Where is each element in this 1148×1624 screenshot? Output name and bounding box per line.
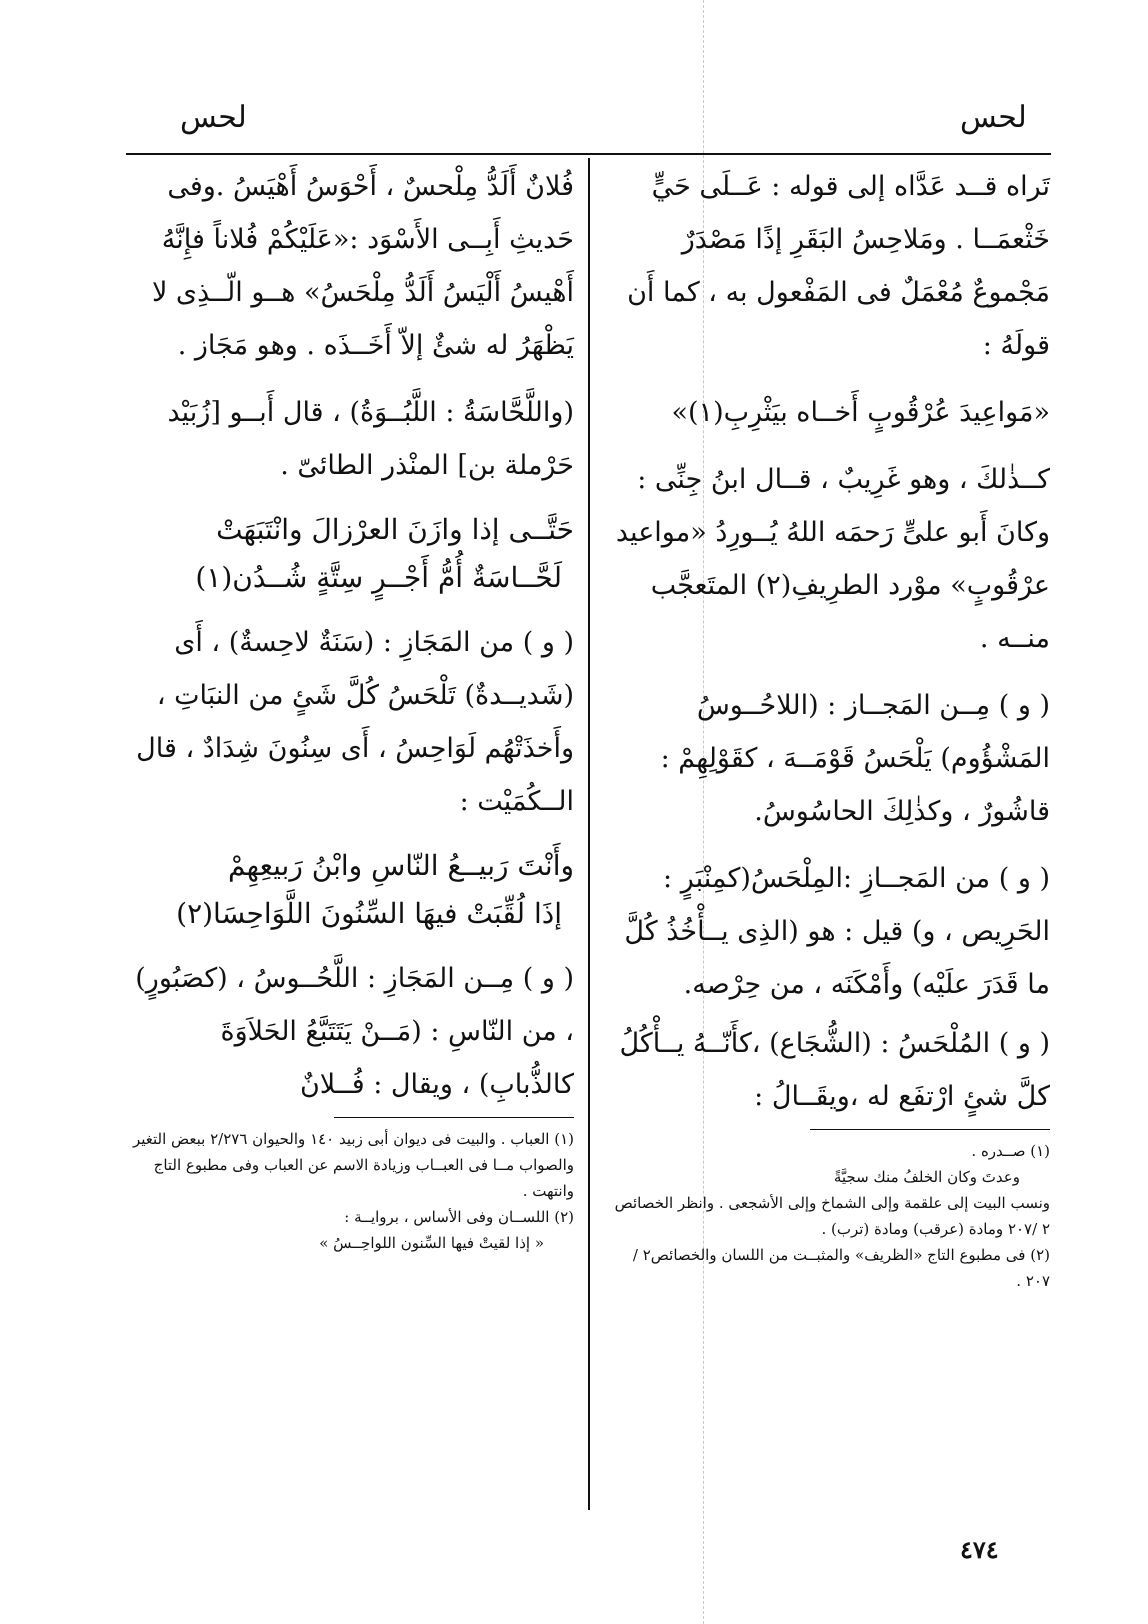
- paragraph: تَراه قــد عَدَّاه إلى قوله : عَــلَى حَيٍّ خَثْعمَــا . ومَلاحِسُ البَقَرِ إذًا مَصْدَرٌ مَجْموعٌ مُعْمَلٌ فى المَفْعول به ، كما أَن قولَهُ :: [627, 171, 1050, 361]
- paragraph: ( و ) من المَجــازِ :المِلْحَسُ(كمِنْبَرٍ : الحَرِيص ، و) قيل : هو (الذِى يــأْخُذُ كُلَّ ما قَدَرَ علَيْه) وأَمْكَنَه ، من حِرْصه.: [624, 863, 1050, 1000]
- header-rule: [126, 153, 1051, 155]
- paragraph: (واللَّحَّاسَةُ : اللَّبُــوَةُ) ، قال أَبــو [زُبَيْد حَرْملة بن] المنْذر الطائىّ .: [167, 397, 574, 481]
- left-column: [126, 160, 574, 1256]
- footnote: ونسب البيت إلى علقمة وإلى الشماخ وإلى الأشجعى . وانظر الخصائص ٢ /٢٠٧ ومادة (عرقب) ومادة (ترب) .: [614, 1194, 1050, 1238]
- footnote-verse: « إذا لقيتْ فيها السِّنون اللواحِــسُ »: [319, 1234, 544, 1252]
- header-word-right: لحس: [960, 100, 1027, 135]
- footnote: (٢) اللســان وفى الأساس ، بروايــة :: [344, 1208, 574, 1226]
- verse-line: لَحَّــاسَةٌ أُمُّ أَجْــرٍ سِتَّةٍ شُــدُن(١): [195, 561, 562, 594]
- page-number: ٤٧٤: [960, 1535, 999, 1564]
- footnote: (١) العباب . والبيت فى ديوان أبى زبيد ١٤٠ والحيوان ٢/٢٧٦ ببعض التغير والصواب مــا فى العبــاب وزيادة الاسم عن العباب وفى مطبوع التاج وانتهت .: [132, 1130, 574, 1200]
- right-column: [610, 160, 1050, 1294]
- footnote-rule: [334, 1117, 574, 1118]
- paragraph: فُلانٌ أَلَدُّ مِلْحسٌ ، أَحْوَسُ أَهْيَسُ .وفى حَديثِ أَبِــى الأَسْوَد :«عَلَيْكُمْ فُلاناً فإِنَّهُ أَهْيسُ أَلْيَسُ أَلَدُّ مِلْحَسُ» هــو الّــذِى لا يَظْهَرُ له شئٌ إلاّ أَخَــذَه . وهو مَجَاز .: [151, 171, 574, 361]
- verse-line: وأَنْتَ رَبيــعُ النّاسِ وابْنُ رَبيعِهِمْ: [228, 849, 574, 882]
- paragraph: ( و ) مِــن المَجَازِ : اللَّحُــوسُ ، (كصَبُورٍ) ، من النّاسِ : (مَــنْ يَتَتَبَّعُ الحَلاَوَةَ كالذُّبابِ) ، ويقال : فُــلانٌ: [135, 963, 574, 1100]
- paragraph: ( و ) مِــن المَجــاز : (اللاحُــوسُ المَشْؤُوم) يَلْحَسُ قَوْمَــهَ ، كقَوْلِهِمْ : قاشُورٌ ، وكذٰلِكَ الحاسُوسُ.: [660, 690, 1050, 827]
- column-divider: [588, 158, 590, 1510]
- footnote: (٢) فى مطبوع التاج «الظريف» والمثبــت من اللسان والخصائص٢ /٢٠٧ .: [632, 1246, 1050, 1290]
- footnote-verse: وعدتَ وكان الخلفُ منك سجيَّةً: [833, 1168, 1020, 1186]
- verse-line: إذَا لُقِّبَتْ فيهَا السِّنُونَ اللَّوَاحِسَا(٢): [176, 897, 562, 930]
- paragraph: ( و ) المُلْحَسُ : (الشُّجَاع) ،كأَنّــهُ يــأْكُلُ كلَّ شئٍ ارْتفَع له ،ويقَــالُ :: [619, 1028, 1050, 1112]
- paragraph: كــذٰلكَ ، وهو غَرِيبٌ ، قــال ابنُ جِنِّى : وكانَ أَبو علىٍّ رَحمَه اللهُ يُــورِدُ «مواعيد عرْقُوبٍ» موْرد الطرِيفِ(٢) المتَعجَّب منــه .: [615, 464, 1050, 654]
- footnote: (١) صــدره .: [971, 1142, 1050, 1160]
- verse-line: حَتَّــى إذا وازَنَ العرْزالَ وانْتَبَهَتْ: [216, 513, 574, 546]
- footnote-rule: [810, 1129, 1050, 1130]
- header-word-left: لحس: [180, 100, 247, 135]
- verse-line: «مَواعِيدَ عُرْقُوبٍ أَخــاه بيَثْرِبِ(١)»: [671, 397, 1050, 428]
- paragraph: ( و ) من المَجَازِ : (سَنَةٌ لاحِسةٌ) ، أَى (شَديــدةٌ) تَلْحَسُ كُلَّ شَئٍ من النبَاتِ ، وأَخذَتْهُم لَوَاحِسُ ، أَى سِنُونَ شِدَادٌ ، قال الــكُمَيْت :: [136, 627, 574, 817]
